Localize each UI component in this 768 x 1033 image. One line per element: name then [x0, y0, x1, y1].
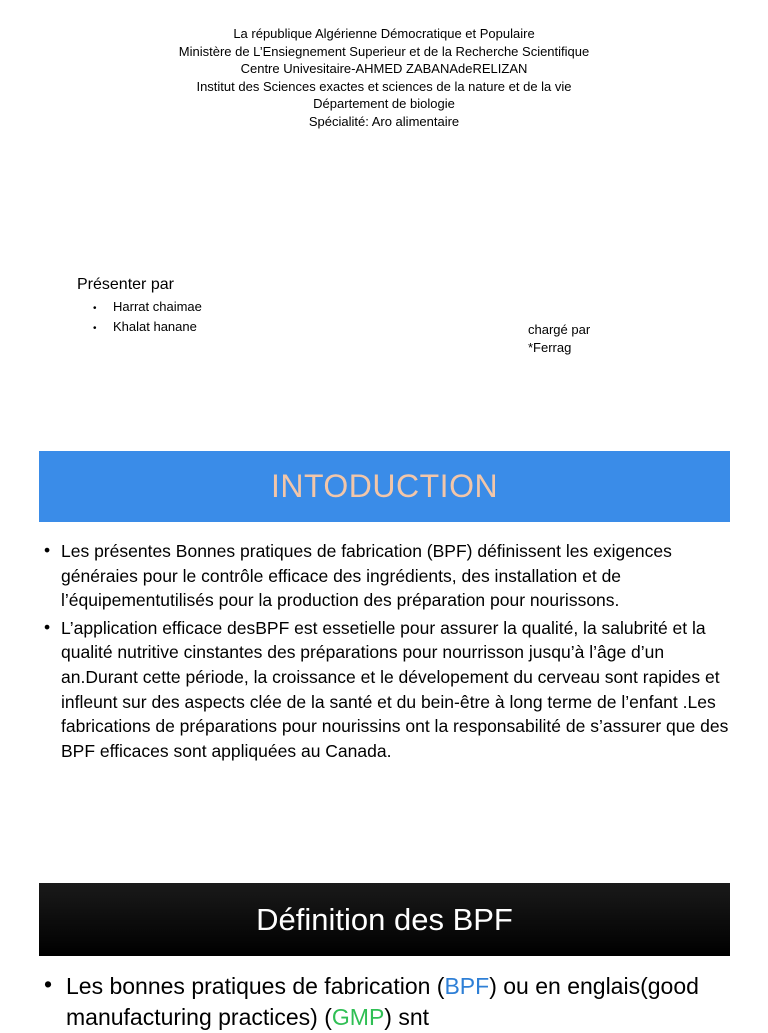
introduction-title-band — [39, 451, 730, 522]
gmp-abbreviation: GMP — [331, 1004, 385, 1030]
definition-text-after: ) snt — [384, 1004, 430, 1030]
supervisor-block — [528, 321, 590, 357]
presenter-heading: Présenter par — [77, 276, 174, 293]
bullet-icon: • — [44, 971, 53, 997]
introduction-text: L’application efficace desBPF est essetielle pour assurer la qualité, la salubrité et la qualité nutritive cinstantes des préparations pour nourrisson jusqu’à l’âge d’un an.Durant cette période, la croissance et le dévelopement du cerveau sont rapides et infleunt sur des aspects clée de la santé et du bein-être à long terme de l’enfant .Les fabrications de préparations pour nourissins ont la responsabilité de s’assurer que des BPF efficaces sont appliquées au Canada. — [61, 617, 729, 761]
introduction-text: Les présentes Bonnes pratiques de fabrication (BPF) définissent les exigences généraies pour le contrôle efficace des ingrédients, des installation et de l’équipementutilisés pour la production des préparation pour nourissons. — [61, 541, 672, 611]
header-line-speciality: Spécialité: Aro alimentaire — [308, 113, 460, 129]
definition-title-band — [39, 883, 730, 956]
definition-text-before: Les bonnes pratiques de fabrication ( — [66, 973, 445, 999]
definition-title: Définition des BPF — [256, 901, 513, 937]
definition-text-middle: ) ou en englais(good manufacturing practices) ( — [66, 973, 699, 1030]
header-line-department: Département de biologie — [313, 96, 455, 111]
header-line-republic: La république Algérienne Démocratique et Populaire — [233, 26, 535, 41]
introduction-paragraph — [42, 616, 732, 764]
supervisor-name: *Ferrag — [528, 340, 572, 355]
presenter-item — [93, 318, 202, 338]
header-line-centre: Centre Univesitaire-AHMED ZABANAdeRELIZAN — [240, 61, 528, 76]
bullet-icon: • — [93, 323, 97, 334]
presenter-name: Khalat hanane — [113, 319, 197, 334]
introduction-title: INTODUCTION — [270, 468, 499, 504]
introduction-paragraph — [42, 539, 732, 613]
bullet-icon: • — [93, 303, 97, 314]
presenter-name: Harrat chaimae — [113, 299, 202, 314]
bullet-icon: • — [44, 540, 51, 560]
presenter-item — [93, 298, 202, 318]
presenter-list — [93, 298, 202, 338]
bpf-abbreviation: BPF — [444, 973, 490, 999]
header-line-institute: Institut des Sciences exactes et sciences de la nature et de la vie — [196, 78, 572, 94]
supervisor-label: chargé par — [528, 322, 591, 337]
bullet-icon: • — [44, 616, 51, 637]
header-line-ministry: Ministère de L’Ensiegnement Superieur et de la Recherche Scientifique — [178, 43, 590, 59]
document-header — [0, 25, 768, 130]
introduction-list — [42, 539, 732, 766]
